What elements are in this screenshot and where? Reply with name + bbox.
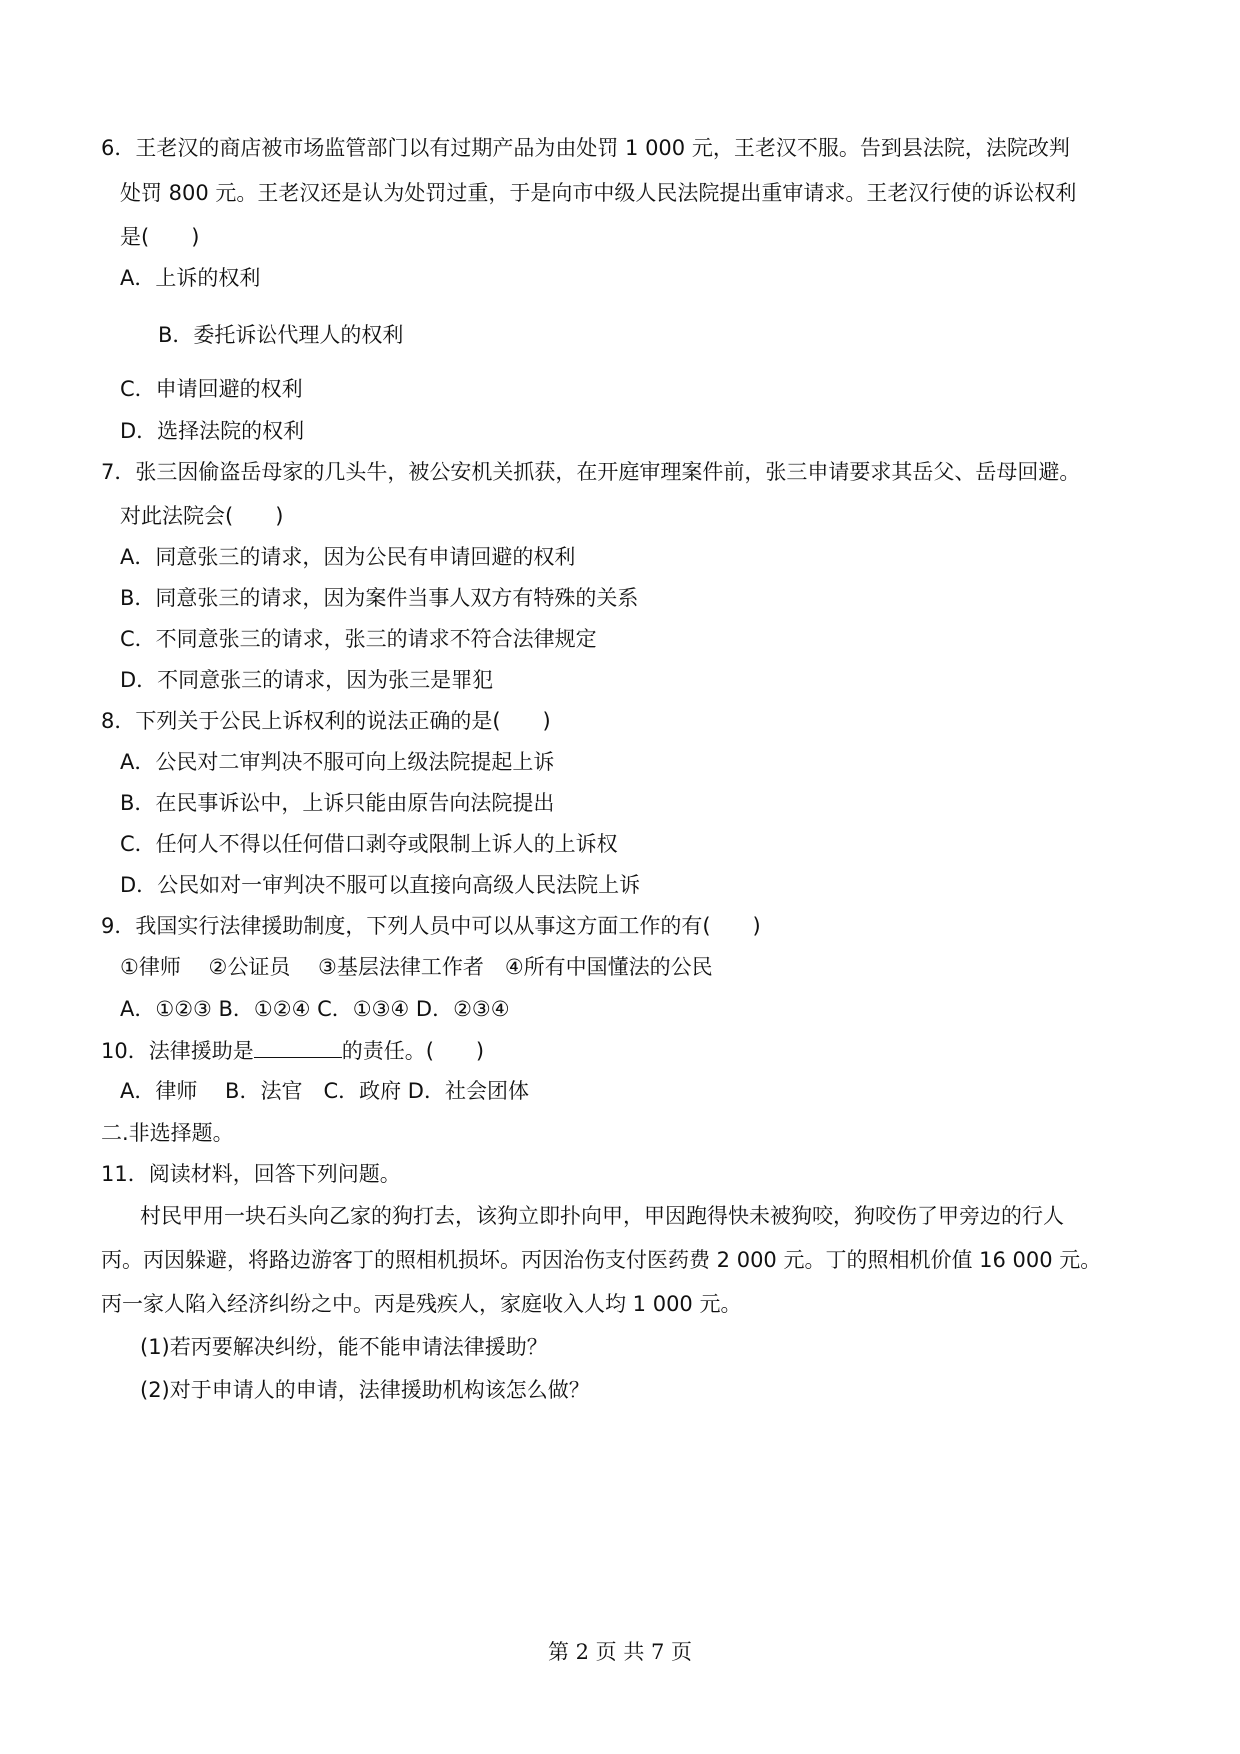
q7-option-c: C．不同意张三的请求，张三的请求不符合法律规定 <box>120 627 597 651</box>
q10-fill-blank <box>254 1037 342 1058</box>
q10-options: A．律师 B．法官 C．政府 D．社会团体 <box>120 1079 529 1103</box>
section-2-title: 二.非选择题。 <box>101 1121 234 1145</box>
q10-stem-suffix: 的责任。( ) <box>341 1039 485 1063</box>
q11-subquestion-2: (2)对于申请人的申请，法律援助机构该怎么做？ <box>140 1378 590 1402</box>
q11-material-line3: 丙一家人陷入经济纠纷之中。丙是残疾人，家庭收入人均 1 000 元。 <box>101 1292 742 1316</box>
q7-stem-line1: 7．张三因偷盗岳母家的几头牛，被公安机关抓获，在开庭审理案件前，张三申请要求其岳父、岳母回避。 <box>101 460 1081 484</box>
page-number-footer: 第 2 页 共 7 页 <box>547 1640 693 1664</box>
q9-stem: 9．我国实行法律援助制度，下列人员中可以从事这方面工作的有( ) <box>101 914 761 938</box>
q6-option-a: A．上诉的权利 <box>120 266 261 290</box>
q8-option-d: D．公民如对一审判决不服可以直接向高级人民法院上诉 <box>120 873 641 897</box>
q6-option-d: D．选择法院的权利 <box>120 419 305 443</box>
q8-option-a: A．公民对二审判决不服可向上级法院提起上诉 <box>120 750 555 774</box>
q8-stem: 8．下列关于公民上诉权利的说法正确的是( ) <box>101 709 551 733</box>
q6-stem-line1: 6．王老汉的商店被市场监管部门以有过期产品为由处罚 1 000 元，王老汉不服。告到县法院，法院改判 <box>101 136 1070 160</box>
q9-items: ①律师 ②公证员 ③基层法律工作者 ④所有中国懂法的公民 <box>120 955 713 979</box>
q8-option-b: B．在民事诉讼中，上诉只能由原告向法院提出 <box>120 791 555 815</box>
q11-material-line2: 丙。丙因躲避，将路边游客丁的照相机损坏。丙因治伤支付医药费 2 000 元。丁的照相机价值 16 000 元。 <box>101 1248 1102 1272</box>
q9-options: A．①②③ B．①②④ C．①③④ D．②③④ <box>120 997 510 1021</box>
q6-option-c: C．申请回避的权利 <box>120 377 303 401</box>
q6-stem-line3: 是( ) <box>120 225 200 249</box>
q6-stem-line2: 处罚 800 元。王老汉还是认为处罚过重，于是向市中级人民法院提出重审请求。王老汉行使的诉讼权利 <box>120 181 1077 205</box>
q11-subquestion-1: (1)若丙要解决纠纷，能不能申请法律援助？ <box>140 1335 548 1359</box>
q7-option-a: A．同意张三的请求，因为公民有申请回避的权利 <box>120 545 576 569</box>
q7-option-d: D．不同意张三的请求，因为张三是罪犯 <box>120 668 494 692</box>
q10-stem <box>101 1037 484 1064</box>
q8-option-c: C．任何人不得以任何借口剥夺或限制上诉人的上诉权 <box>120 832 618 856</box>
q11-stem: 11．阅读材料，回答下列问题。 <box>101 1162 401 1186</box>
q11-material-line1: 村民甲用一块石头向乙家的狗打去，该狗立即扑向甲，甲因跑得快未被狗咬，狗咬伤了甲旁边的行人 <box>140 1204 1064 1228</box>
q6-option-b: B．委托诉讼代理人的权利 <box>158 323 404 347</box>
q7-option-b: B．同意张三的请求，因为案件当事人双方有特殊的关系 <box>120 586 639 610</box>
q7-stem-line2: 对此法院会( ) <box>120 504 284 528</box>
q10-stem-prefix: 10．法律援助是 <box>101 1039 254 1063</box>
